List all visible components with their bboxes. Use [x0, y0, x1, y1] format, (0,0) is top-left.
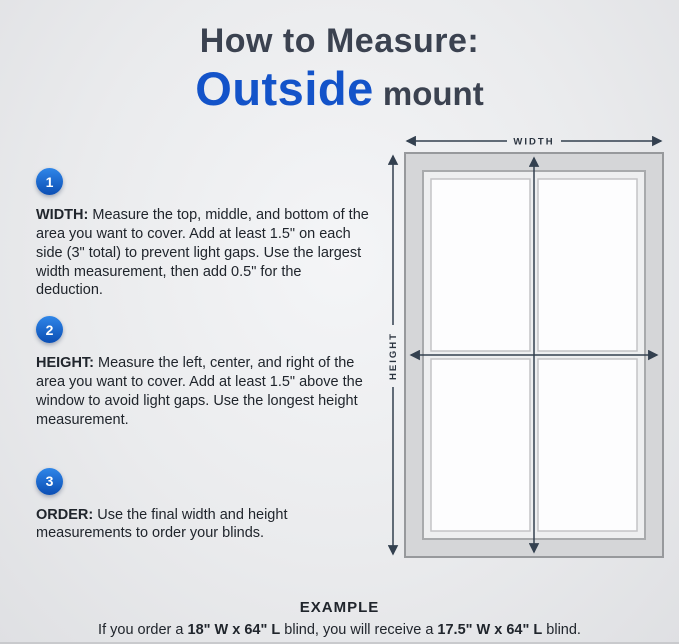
title-line2: [0, 61, 679, 115]
step-3-number-badge: 3: [36, 468, 63, 495]
height-label: HEIGHT: [388, 332, 399, 380]
title-highlight-outside: Outside: [195, 61, 374, 115]
example-mid: blind, you will receive a: [280, 622, 438, 638]
title-line1: How to Measure:: [199, 22, 480, 60]
window-pane-bottom-right: [538, 359, 637, 531]
example-prefix: If you order a: [98, 622, 188, 638]
title-mount: mount: [373, 74, 484, 112]
step-2-body: Measure the left, center, and right of the area you want to cover. Add at least 1.5" above the window to avoid light gaps. Use the longest height measurement.: [36, 355, 363, 428]
step-2-label: HEIGHT:: [36, 355, 94, 372]
example-suffix: blind.: [542, 622, 581, 638]
example-sentence: [0, 622, 679, 638]
step-1-label: WIDTH:: [36, 207, 89, 223]
step-3-label: ORDER:: [36, 506, 94, 523]
step-order: [36, 468, 370, 544]
example-heading: EXAMPLE: [299, 599, 380, 616]
window-pane-bottom-left: [431, 359, 530, 531]
step-2-text: [36, 354, 370, 429]
step-1-text: [36, 206, 370, 300]
step-3-body: Use the final width and height measurements to order your blinds.: [36, 506, 288, 542]
window-measurement-diagram: [383, 131, 671, 571]
window-pane-top-right: [538, 179, 637, 351]
example-ordered-size: 18" W x 64" L: [187, 622, 281, 638]
step-height: [36, 316, 370, 429]
step-3-text: [36, 506, 370, 544]
step-1-number-badge: 1: [36, 168, 63, 195]
window-diagram-svg: [383, 131, 671, 571]
step-width: [36, 168, 370, 300]
example-section: [0, 599, 679, 638]
window-pane-top-left: [431, 179, 530, 351]
example-received-size: 17.5" W x 64" L: [437, 622, 543, 638]
page-title: [0, 24, 679, 113]
step-2-number-badge: 2: [36, 316, 63, 343]
instruction-steps: [36, 168, 370, 559]
width-label: WIDTH: [513, 136, 555, 148]
step-1-body: Measure the top, middle, and bottom of the area you want to cover. Add at least 1.5" on each side (3" total) to prevent light gaps. Use the largest width measurement, then add 0.5" for the deduction.: [36, 207, 369, 299]
